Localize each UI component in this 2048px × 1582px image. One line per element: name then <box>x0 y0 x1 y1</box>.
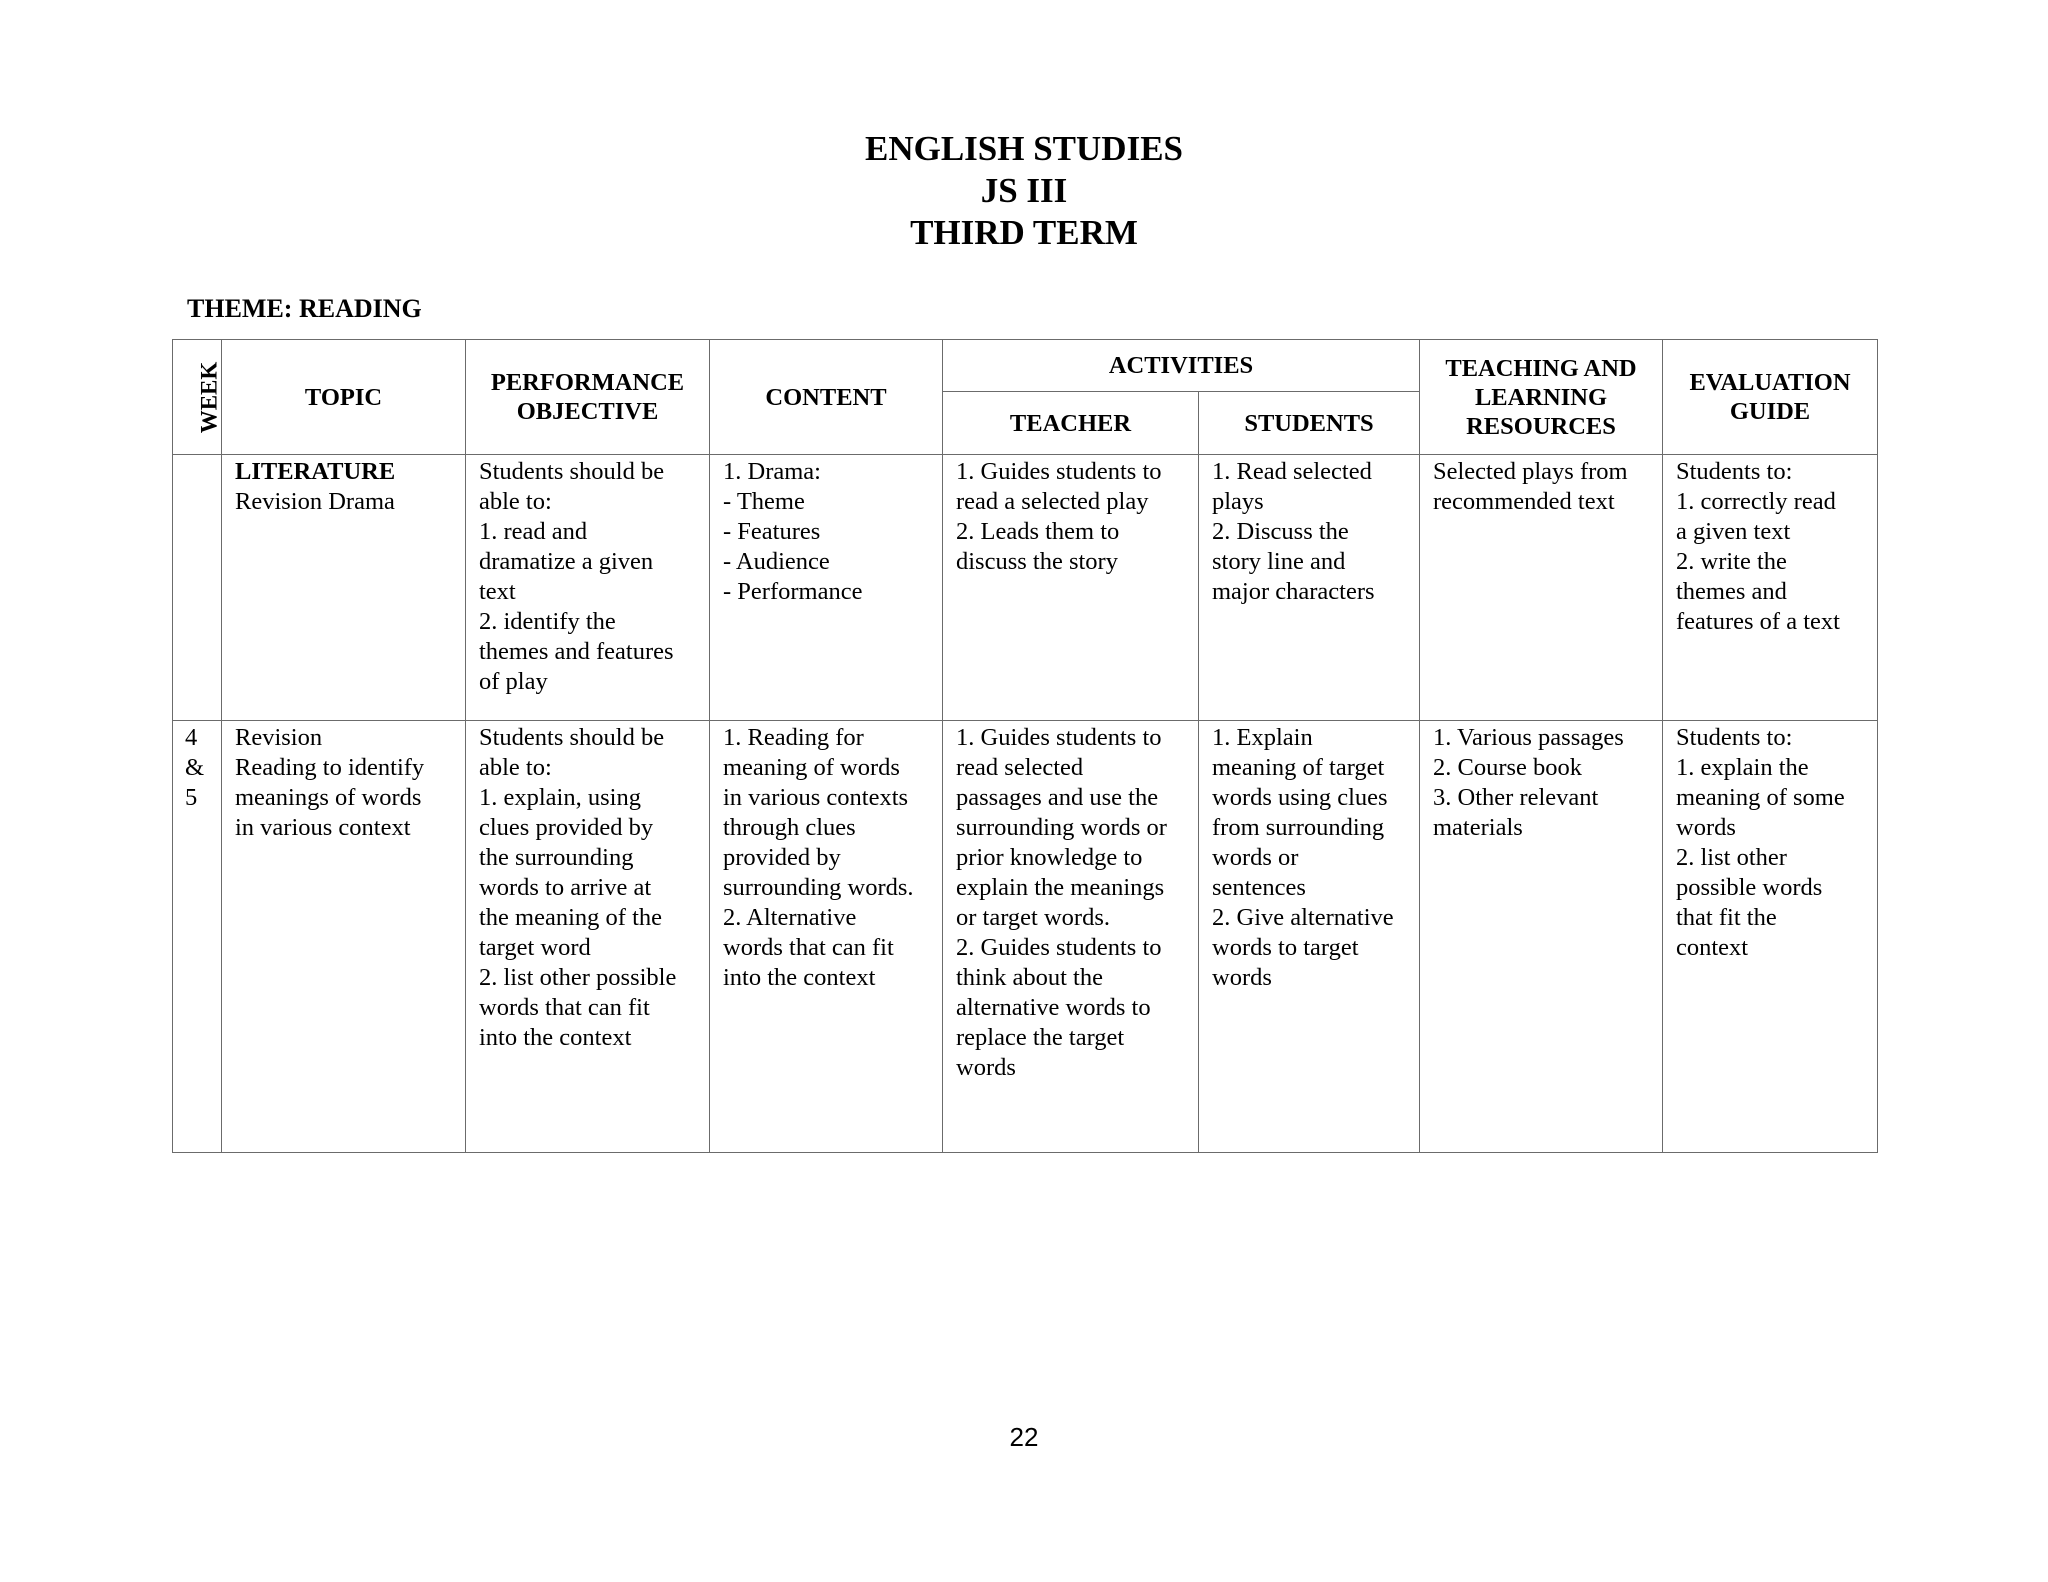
cell-topic <box>222 455 466 721</box>
document-title <box>0 128 2048 254</box>
cell-resources: Selected plays from recommended text <box>1420 455 1663 721</box>
table-row <box>173 721 1878 1153</box>
cell-content: 1. Reading for meaning of words in various contexts through clues provided by surrounding words. 2. Alternative words that can fit into the context <box>710 721 943 1153</box>
scheme-of-work-table <box>172 339 1878 1153</box>
cell-topic: Revision Reading to identify meanings of words in various context <box>222 721 466 1153</box>
cell-objective: Students should be able to: 1. explain, using clues provided by the surrounding words to arrive at the meaning of the target word 2. list other possible words that can fit into the context <box>466 721 710 1153</box>
header-topic: TOPIC <box>222 340 466 455</box>
header-week <box>173 340 222 455</box>
header-performance-objective: PERFORMANCE OBJECTIVE <box>466 340 710 455</box>
header-activities: ACTIVITIES <box>943 340 1420 392</box>
title-class: JS III <box>980 171 1068 210</box>
cell-teacher: 1. Guides students to read a selected play 2. Leads them to discuss the story <box>943 455 1199 721</box>
cell-resources: 1. Various passages 2. Course book 3. Other relevant materials <box>1420 721 1663 1153</box>
header-students: STUDENTS <box>1199 392 1420 455</box>
header-content: CONTENT <box>710 340 943 455</box>
header-week-label: WEEK <box>196 361 222 433</box>
cell-teacher: 1. Guides students to read selected passages and use the surrounding words or prior knowledge to explain the meanings or target words. 2. Guides students to think about the alternative words to replace the target words <box>943 721 1199 1153</box>
header-teacher: TEACHER <box>943 392 1199 455</box>
table-row <box>173 455 1878 721</box>
theme-label: THEME: READING <box>187 294 422 323</box>
header-evaluation: EVALUATION GUIDE <box>1663 340 1878 455</box>
cell-content: 1. Drama: - Theme - Features - Audience - Performance <box>710 455 943 721</box>
cell-evaluation: Students to: 1. explain the meaning of some words 2. list other possible words that fit the context <box>1663 721 1878 1153</box>
cell-week: 4 & 5 <box>173 721 222 1153</box>
cell-students: 1. Explain meaning of target words using clues from surrounding words or sentences 2. Give alternative words to target words <box>1199 721 1420 1153</box>
topic-heading: LITERATURE <box>235 458 396 485</box>
page-number: 22 <box>1009 1422 1039 1452</box>
cell-week <box>173 455 222 721</box>
topic-text: Revision Drama <box>235 488 395 515</box>
cell-evaluation: Students to: 1. correctly read a given text 2. write the themes and features of a text <box>1663 455 1878 721</box>
title-subject: ENGLISH STUDIES <box>864 129 1184 168</box>
cell-objective: Students should be able to: 1. read and dramatize a given text 2. identify the themes and features of play <box>466 455 710 721</box>
cell-students: 1. Read selected plays 2. Discuss the story line and major characters <box>1199 455 1420 721</box>
header-resources: TEACHING AND LEARNING RESOURCES <box>1420 340 1663 455</box>
title-term: THIRD TERM <box>910 213 1138 252</box>
